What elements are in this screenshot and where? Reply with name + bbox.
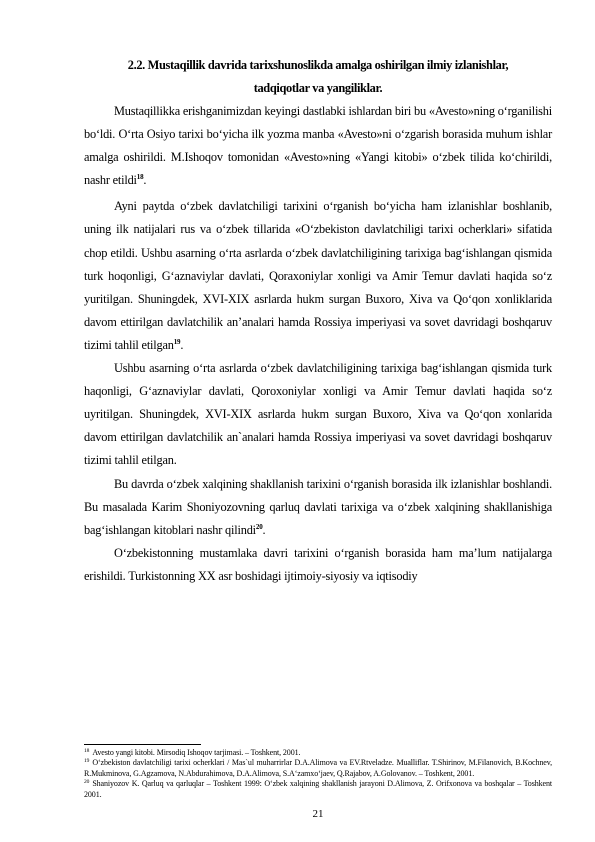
footnote-number: 18: [84, 748, 90, 754]
paragraph-text: Ushbu asarning o‘rta asrlarda o‘zbek davlatchiligining tarixiga bag‘ishlangan qismida turk haqonligi, G‘aznaviylar davlati, Qoroxoniylar xonligi va Amir Temur davlati haqida so‘z uyritilgan. Shuningdek, XVI-XIX asrlarda hukm surgan Buxoro, Xiva va Qo‘qon xonlarida davom ettirilgan davlatchilik an`analari hamda Rossiya imperiyasi va sovet davridagi boshqaruv tizimi tahlil etilgan.: [84, 361, 552, 468]
section-heading: [84, 54, 552, 100]
footnote-18: [84, 748, 552, 758]
paragraph-2: Ayni paytda o‘zbek davlatchiligi tarixini o‘rganish bo‘yicha ham izlanishlar boshlanib, uning ilk natijalari rus va o‘zbek tillarida «O‘zbekiston davlatchiligi tarixi ocherklari» sifatida chop etildi. Ushbu asarning o‘rta asrlarda o‘zbek davlatchiligining tarixiga bag‘ishlangan qismida turk hoqonligi, G‘aznaviylar davlati, Qoraxoniylar xonligi va Amir Temur davlati haqida so‘z yuritilgan. Shuningdek, XVI-XIX asrlarda hukm surgan Buxoro, Xiva va Qo‘qon xonliklarida davom ettirilgan davlatchilik an’analari hamda Rossiya imperiyasi va sovet davridagi boshqaruv tizimi tahlil etilgan$^{19}$.: [84, 199, 552, 352]
paragraph-5: [84, 542, 552, 588]
paragraph-3: [84, 357, 552, 472]
footnote-number: 20: [84, 779, 90, 786]
paragraph-text: Bu davrda o‘zbek xalqining shakllanish tarixini o‘rganish borasida ilk izlanishlar boshlandi. Bu masalada Karim Shoniyozovning qarluq davlati tarixiga va o‘zbek xalqining shakllanishiga bag‘ishlangan kitoblari nashr qilindi: [84, 476, 552, 537]
footnote-ref-18[interactable]: 18: [136, 173, 144, 182]
paragraph-text: Mustaqillikka erishganimizdan keyingi dastlabki ishlardan biri bu «Avesto»ning o‘rganilishi bo‘ldi. O‘rta Osiyo tarixi bo‘yicha ilk yozma manba «Avesto»ni o‘zgarish borasida muhum ishlar amalga oshirildi. M.Ishoqov tomonidan «Avesto»ning «Yangi kitobi» o‘zbek tilida ko‘chirildi, nashr etildi: [84, 104, 552, 188]
body-text: [84, 100, 552, 588]
footnote-20: [84, 779, 552, 800]
footnote-ref-20[interactable]: 20: [255, 522, 263, 531]
footnote-text: O‘zbekiston davlatchiligi tarixi ocherklari / Mas`ul muharrirlar D.A.Alimova va EV.Rtveladze. Mualliflar. T.Shirinov, M.Filanovich, B.Kochnev, R.Mukminova, G.Agzamova, N.Abdurahimova, D.A.Alimova, S.A‘zamxo‘jaev, Q.Rajabov, A.Golovanov. – Toshkent, 2001.: [84, 758, 552, 778]
footnotes: [84, 744, 552, 800]
paragraph-1: Mustaqillikka erishganimizdan keyingi dastlabki ishlardan biri bu «Avesto»ning o‘rganilishi bo‘ldi. O‘rta Osiyo tarixi bo‘yicha ilk yozma manba «Avesto»ni o‘zgarish borasida muhum ishlar amalga oshirildi. M.Ishoqov tomonidan «Avesto»ning «Yangi kitobi» o‘zbek tilida ko‘chirildi, nashr etildi$^{18}$.: [84, 104, 552, 188]
paragraph-4: Bu davrda o‘zbek xalqining shakllanish tarixini o‘rganish borasida ilk izlanishlar boshlandi. Bu masalada Karim Shoniyozovning qarluq davlati tarixiga va o‘zbek xalqining shakllanishiga bag‘ishlangan kitoblari nashr qilindi$^{20}$.: [84, 476, 552, 537]
section-heading-line-1: 2.2. Mustaqillik davrida tarixshunoslikda amalga oshirilgan ilmiy izlanishlar,: [127, 58, 509, 72]
footnote-ref-19[interactable]: 19: [173, 337, 181, 346]
footnote-separator: [84, 744, 201, 745]
footnote-text: Shaniyozov K. Qarluq va qarluqlar – Toshkent 1999: O‘zbek xalqining shakllanish jarayoni D.Alimova, Z. Orifxonova va boshqalar – Toshkent 2001.: [84, 779, 552, 799]
paragraph-text: O‘zbekistonning mustamlaka davri tarixini o‘rganish borasida ham ma’lum natijalarga erishildi. Turkistonning XX asr boshidagi ijtimoiy-siyosiy va iqtisodiy: [84, 545, 552, 583]
footnote-number: 19: [84, 758, 90, 765]
footnote-19: [84, 758, 552, 779]
paragraph-text: Ayni paytda o‘zbek davlatchiligi tarixini o‘rganish bo‘yicha ham izlanishlar boshlanib, uning ilk natijalari rus va o‘zbek tillarida «O‘zbekiston davlatchiligi tarixi ocherklari» sifatida chop etildi. Ushbu asarning o‘rta asrlarda o‘zbek davlatchiligining tarixiga bag‘ishlangan qismida turk hoqonligi, G‘aznaviylar davlati, Qoraxoniylar xonligi va Amir Temur davlati haqida so‘z yuritilgan. Shuningdek, XVI-XIX asrlarda hukm surgan Buxoro, Xiva va Qo‘qon xonliklarida davom ettirilgan davlatchilik an’analari hamda Rossiya imperiyasi va sovet davridagi boshqaruv tizimi tahlil etilgan: [84, 199, 552, 352]
section-heading-line-2: tadqiqotlar va yangiliklar.: [253, 81, 383, 95]
page-number: 21: [312, 808, 324, 820]
footnote-text: Avesto yangi kitobi. Mirsodiq Ishoqov tarjimasi. – Toshkent, 2001.: [92, 748, 301, 757]
